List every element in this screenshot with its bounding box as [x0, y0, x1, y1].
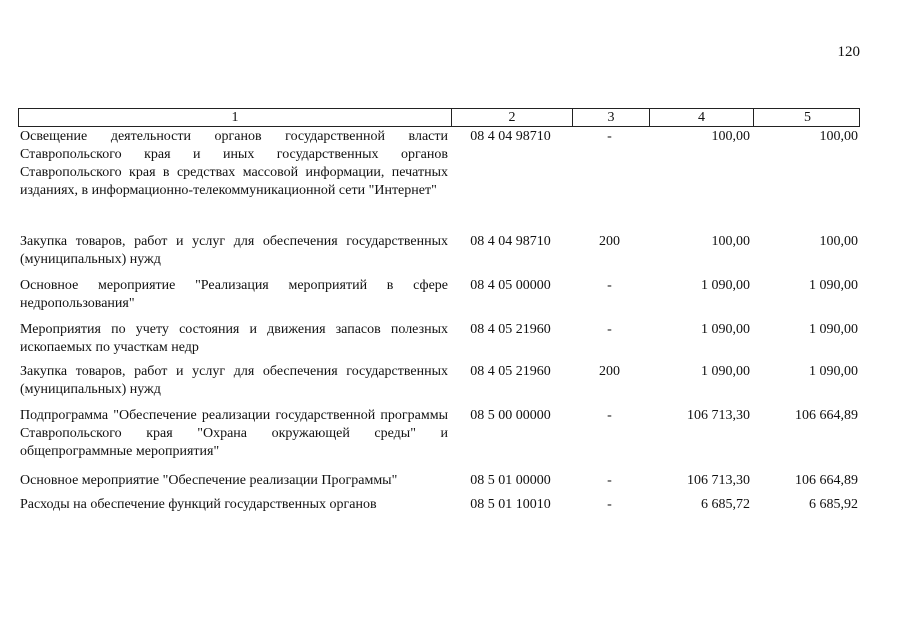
table-row	[18, 472, 860, 490]
row-name: Основное мероприятие "Реализация мероприятий в сфере недропользования"	[20, 278, 448, 311]
row-value-5: 106 664,89	[795, 473, 858, 488]
row-value-4: 1 090,00	[701, 278, 750, 293]
row-value-4: 106 713,30	[687, 408, 750, 423]
header-col-5: 5	[753, 109, 861, 126]
row-code: 08 5 00 00000	[470, 408, 551, 423]
row-code: 08 4 05 00000	[470, 278, 551, 293]
header-col-3: 3	[572, 109, 649, 126]
row-value-4: 1 090,00	[701, 322, 750, 337]
row-type: -	[607, 473, 612, 488]
row-type: -	[607, 129, 612, 144]
row-name: Закупка товаров, работ и услуг для обеспечения государственных (муниципальных) нужд	[20, 234, 448, 267]
row-value-5: 106 664,89	[795, 408, 858, 423]
table-row	[18, 407, 860, 461]
row-code: 08 5 01 10010	[470, 497, 551, 512]
row-name: Подпрограмма "Обеспечение реализации государственной программы Ставропольского края "Охрана окружающей среды" и общепрограммные мероприятия"	[20, 408, 448, 459]
row-type: 200	[599, 364, 620, 379]
row-value-5: 1 090,00	[809, 322, 858, 337]
row-name: Основное мероприятие "Обеспечение реализации Программы"	[20, 473, 398, 488]
row-value-4: 100,00	[711, 129, 750, 144]
row-value-4: 100,00	[711, 234, 750, 249]
row-value-5: 1 090,00	[809, 278, 858, 293]
row-code: 08 4 05 21960	[470, 364, 551, 379]
row-name: Освещение деятельности органов государственной власти Ставропольского края и иных государственных органов Ставропольского края в средствах массовой информации, печатных изданиях, в информационно-телекоммуникационной сети "Интернет"	[20, 129, 448, 198]
table-header	[18, 108, 860, 127]
header-col-1: 1	[231, 110, 239, 125]
header-col-2: 2	[451, 109, 572, 126]
row-type: 200	[599, 234, 620, 249]
row-value-5: 100,00	[819, 129, 858, 144]
page-number: 120	[837, 44, 860, 60]
row-name: Закупка товаров, работ и услуг для обеспечения государственных (муниципальных) нужд	[20, 364, 448, 397]
row-value-5: 100,00	[819, 234, 858, 249]
row-value-4: 106 713,30	[687, 473, 750, 488]
row-code: 08 5 01 00000	[470, 473, 551, 488]
row-code: 08 4 05 21960	[470, 322, 551, 337]
header-col-4: 4	[649, 109, 753, 126]
row-type: -	[607, 497, 612, 512]
table-row	[18, 363, 860, 399]
table-row	[18, 277, 860, 313]
row-value-5: 1 090,00	[809, 364, 858, 379]
row-value-5: 6 685,92	[809, 497, 858, 512]
row-value-4: 6 685,72	[701, 497, 750, 512]
row-type: -	[607, 408, 612, 423]
table-row	[18, 233, 860, 269]
row-name: Мероприятия по учету состояния и движения запасов полезных ископаемых по участкам недр	[20, 322, 448, 355]
table-row	[18, 321, 860, 357]
row-type: -	[607, 278, 612, 293]
row-type: -	[607, 322, 612, 337]
row-code: 08 4 04 98710	[470, 234, 551, 249]
row-name: Расходы на обеспечение функций государственных органов	[20, 497, 377, 512]
table-row	[18, 128, 860, 200]
budget-table	[18, 108, 860, 512]
table-row	[18, 496, 860, 514]
row-code: 08 4 04 98710	[470, 129, 551, 144]
row-value-4: 1 090,00	[701, 364, 750, 379]
